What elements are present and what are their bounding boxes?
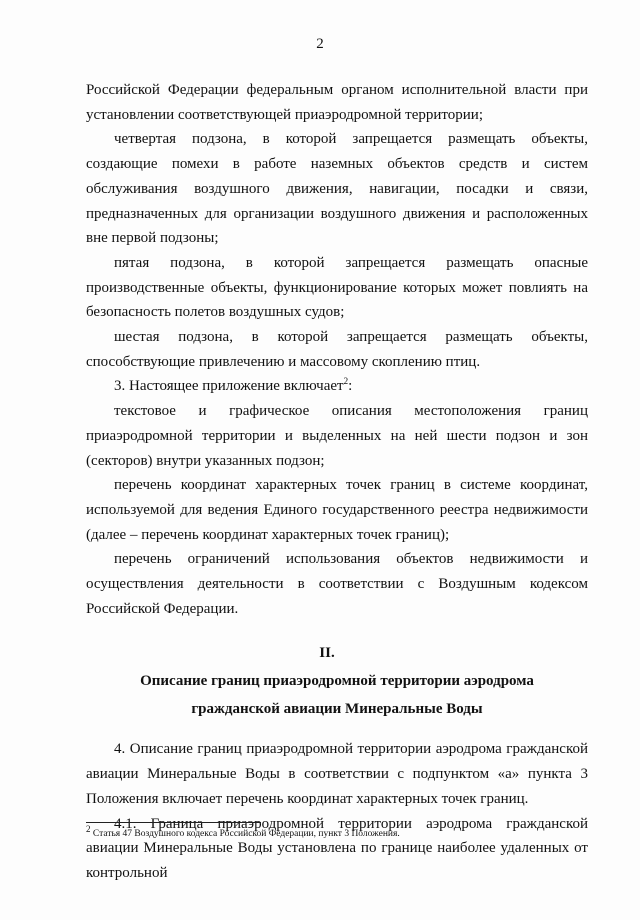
footnote-text: Статья 47 Воздушного кодекса Российской Федерации, пункт 3 Положения. [90, 829, 400, 839]
section-title-part-2: гражданской авиации Минеральные Воды [191, 701, 483, 718]
paragraph: шестая подзона, в которой запрещается размещать объекты, способствующие привлечению и массовому скоплению птиц. [86, 329, 588, 370]
paragraph: четвертая подзона, в которой запрещается размещать объекты, создающие помехи в работе наземных объектов средств и систем обслуживания воздушного движения, навигации, посадки и связи, предназначенных для организации воздушного движения и расположенных вне первой подзоны; [86, 131, 588, 247]
section-number: II. [319, 645, 335, 662]
footnote [86, 823, 588, 840]
paragraph-item-3 [86, 374, 588, 399]
paragraph: перечень координат характерных точек границ в системе координат, используемой для ведения Единого государственного реестра недвижимости (далее – перечень координат характерных точек границ); [86, 477, 588, 543]
page-number: 2 [316, 36, 324, 52]
document-body [86, 78, 588, 886]
paragraph: Российской Федерации федеральным органом исполнительной власти при установлении соответствующей приаэродромной территории; [86, 82, 588, 123]
paragraph: перечень ограничений использования объектов недвижимости и осуществления деятельности в соответствии с Воздушным кодексом Российской Федерации. [86, 551, 588, 617]
paragraph-text: 3. Настоящее приложение включает [114, 378, 344, 395]
section-title-part-1: Описание границ приаэродромной территории аэродрома [140, 673, 534, 690]
footnote-reference[interactable]: 2 [343, 376, 349, 387]
paragraph: 4.1. Граница приаэродромной территории аэродрома гражданской авиации Минеральные Воды установлена по границе наиболее удаленных от контрольной [86, 815, 588, 881]
footnote-divider [86, 822, 261, 823]
paragraph: пятая подзона, в которой запрещается размещать опасные производственные объекты, функционирование которых может повлиять на безопасность полетов воздушных судов; [86, 254, 588, 321]
colon: : [348, 378, 353, 395]
section-heading [86, 639, 588, 723]
paragraph: текстовое и графическое описания местоположения границ приаэродромной территории и выделенных на ней шести подзон и зон (секторов) внутри указанных подзон; [86, 403, 588, 469]
paragraph: 4. Описание границ приаэродромной территории аэродрома гражданской авиации Минеральные Воды в соответствии с подпунктом «а» пункта 3 Положения включает перечень координат характерных точек границ. [86, 741, 588, 807]
footnote-mark: 2 [86, 823, 91, 834]
section-heading-line-1 [86, 639, 588, 695]
